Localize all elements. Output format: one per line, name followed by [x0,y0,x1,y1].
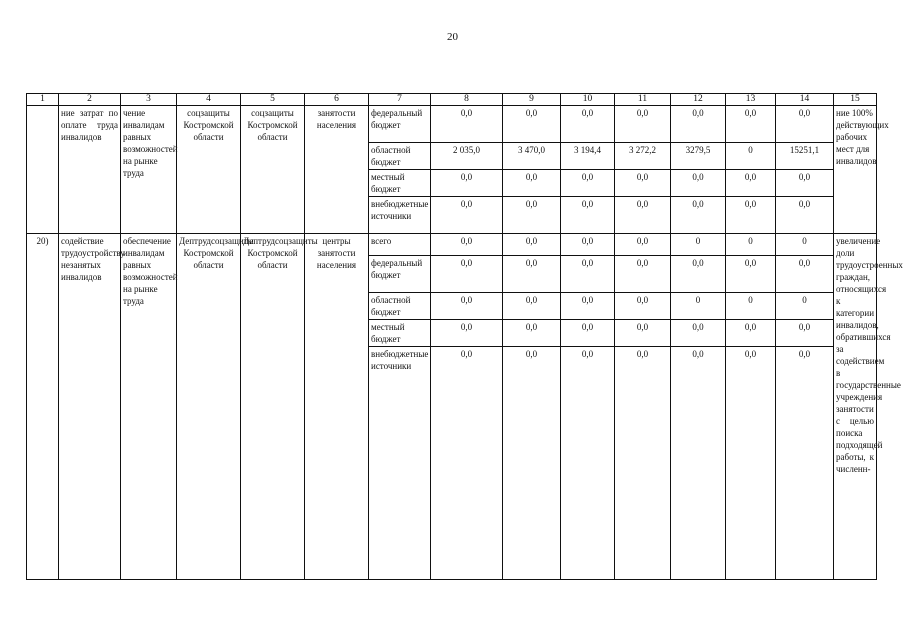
value-cell: 0,0 [726,170,776,197]
col-header: 1 [27,94,59,106]
value-cell: 0,0 [615,197,671,234]
row-index: 20) [27,234,59,580]
value-cell: 0,0 [431,320,503,347]
col-header: 2 [59,94,121,106]
col-header: 10 [561,94,615,106]
value-cell: 0,0 [561,170,615,197]
value-cell: 0,0 [776,347,834,580]
value-cell: 0,0 [561,293,615,320]
value-cell: 0,0 [561,234,615,256]
value-cell: 3 470,0 [503,143,561,170]
responsible-executor: соцзащиты Костромской области [177,106,241,234]
value-cell: 0,0 [615,293,671,320]
funding-source: местный бюджет [369,320,431,347]
value-cell: 0,0 [561,256,615,293]
funding-source: федеральный бюджет [369,106,431,143]
value-cell: 0,0 [431,234,503,256]
col-header: 11 [615,94,671,106]
value-cell: 0,0 [561,347,615,580]
value-cell: 0,0 [615,320,671,347]
value-cell: 0,0 [503,347,561,580]
measure-name: ние затрат по оплате труда инвалидов [59,106,121,234]
col-header: 13 [726,94,776,106]
value-cell: 0,0 [726,106,776,143]
value-cell: 0,0 [726,320,776,347]
program-table [26,93,903,580]
value-cell: 0,0 [615,347,671,580]
value-cell: 0,0 [615,256,671,293]
funding-source: всего [369,234,431,256]
expected-result: ние 100% действующих рабочих мест для инвалидов [834,106,877,234]
value-cell: 0,0 [431,347,503,580]
value-cell: 0,0 [431,293,503,320]
col-header: 15 [834,94,877,106]
col-header: 7 [369,94,431,106]
table-row [27,234,877,256]
value-cell: 0 [776,234,834,256]
value-cell: 0,0 [776,170,834,197]
value-cell: 0,0 [431,170,503,197]
value-cell: 0 [776,293,834,320]
measure-name: содействие трудоустройству незанятых инвалидов [59,234,121,580]
col-header: 12 [671,94,726,106]
funding-source: федеральный бюджет [369,256,431,293]
participant: центры занятости населения [305,234,369,580]
funding-source: областной бюджет [369,143,431,170]
value-cell: 0,0 [776,320,834,347]
value-cell: 0 [671,293,726,320]
value-cell: 15251,1 [776,143,834,170]
page-number: 20 [447,31,458,43]
value-cell: 0,0 [503,197,561,234]
value-cell: 0,0 [503,320,561,347]
value-cell: 0 [726,234,776,256]
value-cell: 0,0 [726,197,776,234]
value-cell: 0,0 [671,347,726,580]
value-cell: 0,0 [671,256,726,293]
value-cell: 3 194,4 [561,143,615,170]
col-header: 5 [241,94,305,106]
measure-goal: чение инвалидам равных возможностей на рынке труда [121,106,177,234]
measure-goal: обеспечение инвалидам равных возможностей на рынке труда [121,234,177,580]
co-executor: Дептрудсоцзащиты Костромской области [241,234,305,580]
column-number-row [27,94,877,106]
value-cell: 0,0 [671,170,726,197]
col-header: 4 [177,94,241,106]
value-cell: 0,0 [503,293,561,320]
funding-source: областной бюджет [369,293,431,320]
col-header: 6 [305,94,369,106]
value-cell: 0,0 [726,256,776,293]
value-cell: 0,0 [726,347,776,580]
value-cell: 0,0 [431,197,503,234]
col-header: 8 [431,94,503,106]
value-cell: 0,0 [561,197,615,234]
expected-result: увеличение доли трудоустроенных граждан, относящихся к категории инвалидов, обратившихся за содействием в государственные учреждения занятости с целью поиска подходящей работы, к численн- [834,234,877,580]
funding-source: внебюджетные источники [369,347,431,580]
value-cell: 2 035,0 [431,143,503,170]
funding-source: местный бюджет [369,170,431,197]
col-header: 14 [776,94,834,106]
value-cell: 0,0 [671,197,726,234]
value-cell: 0,0 [503,106,561,143]
row-index [27,106,59,234]
value-cell: 0,0 [615,234,671,256]
value-cell: 0 [726,293,776,320]
value-cell: 0,0 [615,170,671,197]
value-cell: 0,0 [431,256,503,293]
value-cell: 0,0 [615,106,671,143]
value-cell: 0 [671,234,726,256]
co-executor: соцзащиты Костромской области [241,106,305,234]
responsible-executor: Дептрудсоцзащиты Костромской области [177,234,241,580]
value-cell: 0,0 [776,197,834,234]
col-header: 3 [121,94,177,106]
value-cell: 0,0 [503,256,561,293]
participant: занятости населения [305,106,369,234]
value-cell: 0,0 [431,106,503,143]
value-cell: 0,0 [561,320,615,347]
value-cell: 0,0 [776,106,834,143]
value-cell: 0 [726,143,776,170]
value-cell: 0,0 [503,234,561,256]
table-row [27,106,877,143]
value-cell: 0,0 [776,256,834,293]
value-cell: 0,0 [671,106,726,143]
value-cell: 0,0 [561,106,615,143]
value-cell: 3279,5 [671,143,726,170]
value-cell: 3 272,2 [615,143,671,170]
funding-source: внебюджетные источники [369,197,431,234]
col-header: 9 [503,94,561,106]
value-cell: 0,0 [503,170,561,197]
value-cell: 0,0 [671,320,726,347]
